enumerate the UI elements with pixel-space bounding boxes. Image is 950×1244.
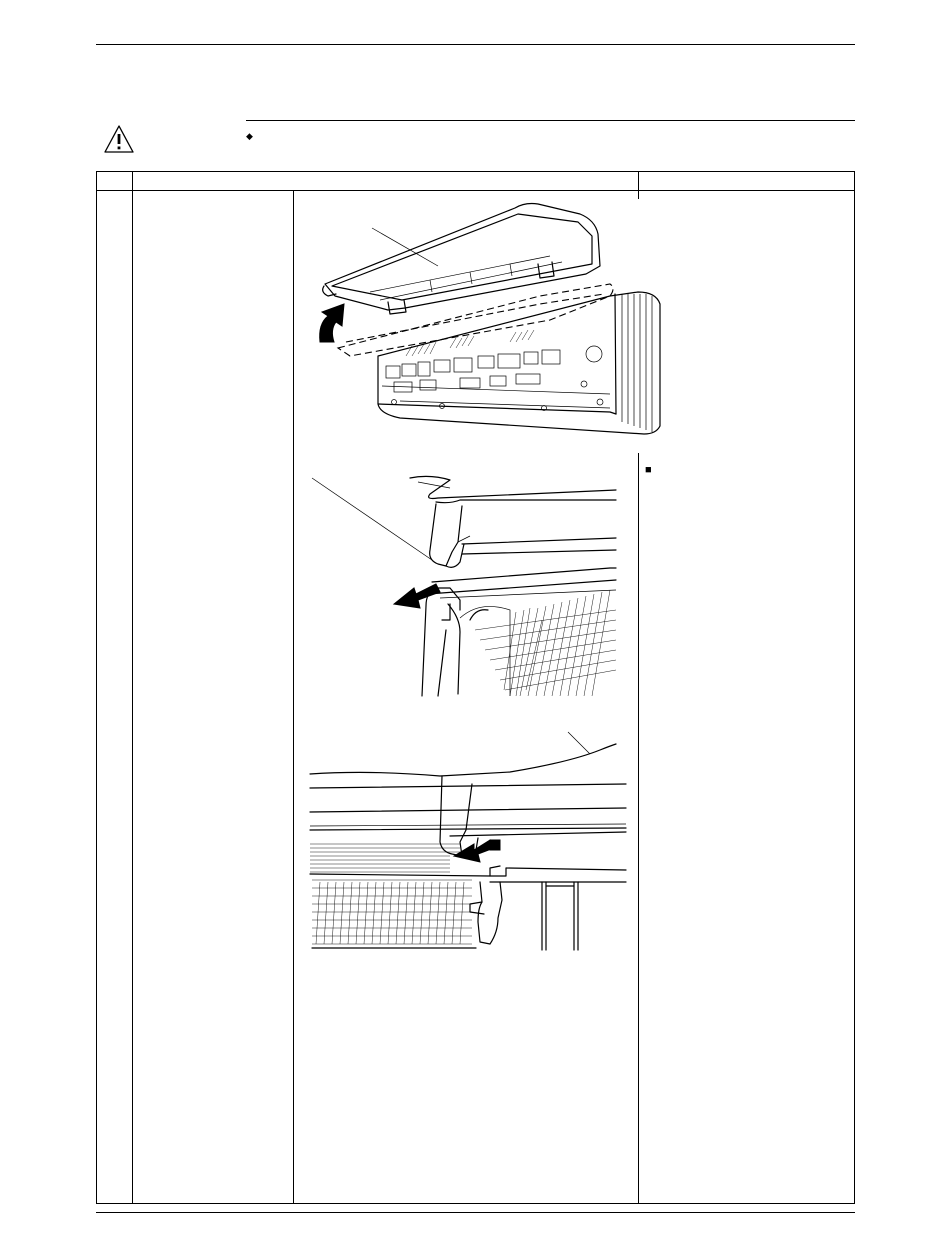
hook-engage-figure (310, 732, 630, 950)
arrow-left-down-icon (394, 584, 440, 608)
col-divider-step (132, 171, 133, 1204)
table-header-rule (96, 190, 855, 191)
col-divider-procedure (293, 190, 294, 1204)
hook-release-figure (310, 470, 622, 700)
section-rule (246, 120, 855, 121)
diamond-bullet-icon: ◆ (246, 131, 253, 141)
front-grille-lift-figure (310, 196, 665, 441)
arrow-up-curved-icon (320, 304, 344, 342)
footer-rule (96, 1212, 855, 1213)
header-rule (96, 44, 855, 45)
col-divider-points (638, 171, 639, 199)
leader-line (372, 228, 438, 266)
square-bullet-icon: ■ (645, 464, 652, 476)
warning-triangle-icon (103, 124, 135, 154)
leader-line (312, 478, 432, 560)
col-divider-points-lower (638, 453, 639, 1204)
